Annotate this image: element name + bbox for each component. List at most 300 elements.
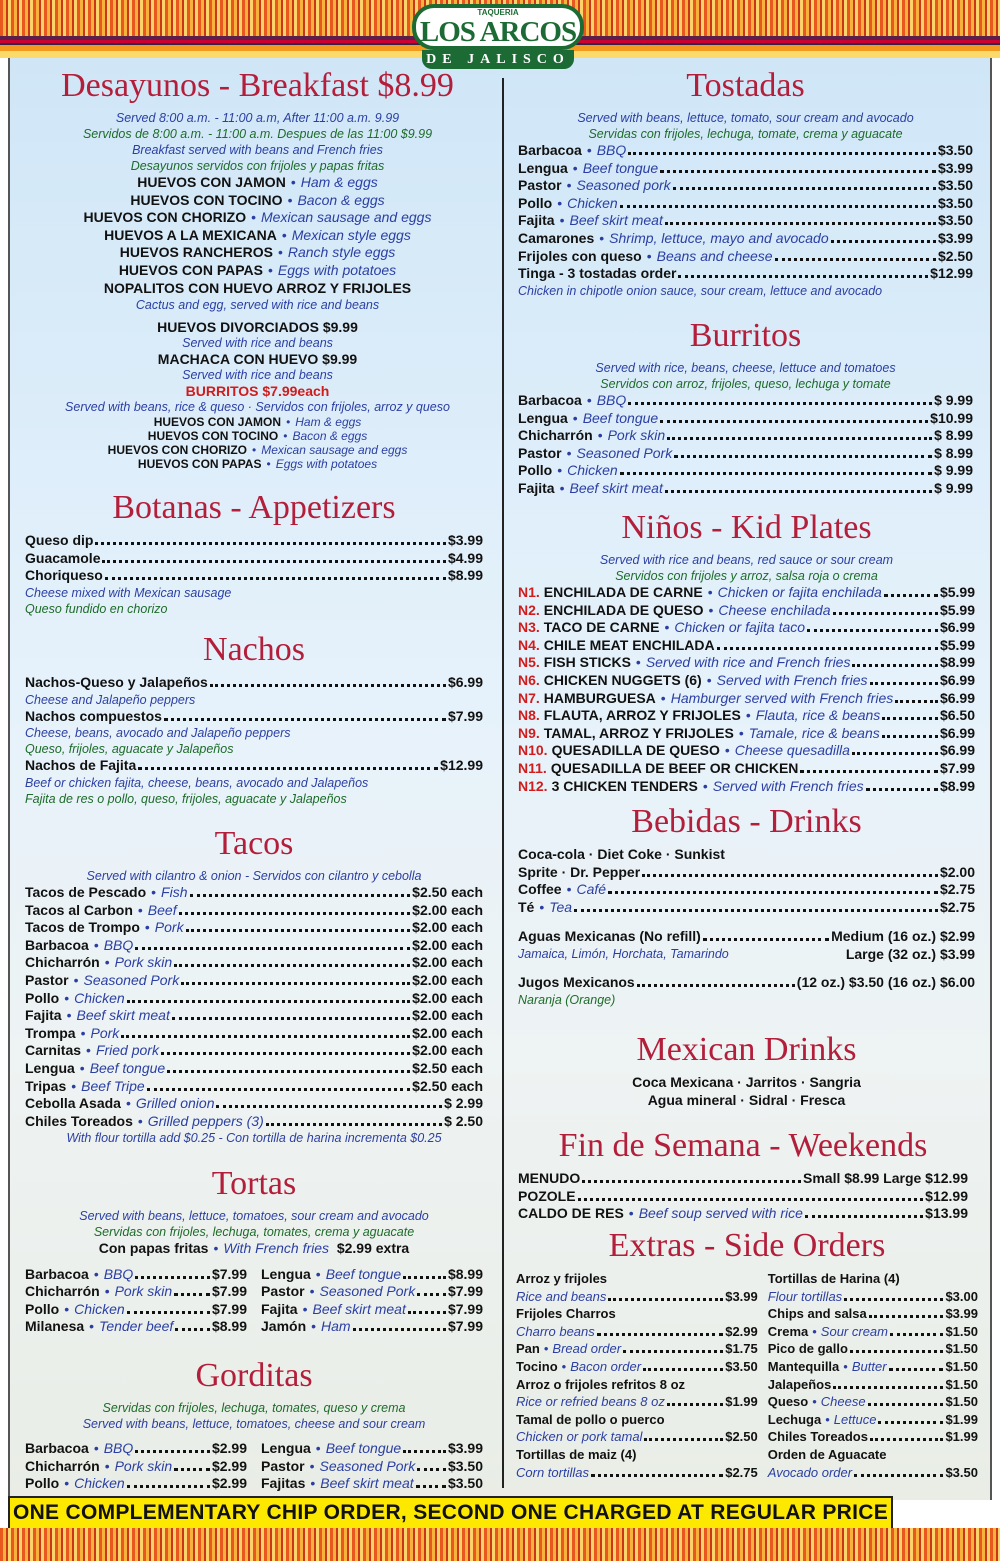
separator-dot: • [843,1358,848,1374]
item-description: Chicken or fajita enchilada [717,584,882,600]
menu-item [518,899,975,917]
menu-note: With flour tortilla add $0.25 - Con tortilla de harina incrementa $0.25 [66,1131,442,1146]
menu-item [25,1440,247,1458]
separator-dot: • [724,742,730,759]
separator-dot: • [89,1318,95,1335]
item-description: Beef [147,901,177,918]
item-description: BBQ [596,142,627,158]
menu-item [25,280,490,298]
separator-dot: • [315,1440,321,1456]
menu-item [25,457,490,471]
item-price: $2.50 each [412,1059,483,1076]
item-name: Fajita [261,1300,298,1317]
item-description: Seasoned Pork [319,1283,416,1300]
dotted-leader [174,1293,210,1296]
item-description: Beef tongue [325,1265,402,1282]
item-name: Lengua [261,1265,311,1282]
item-name: Barbacoa [518,142,582,158]
item-price: $3.50 [937,212,973,229]
section-title: Nachos [203,631,305,668]
menu-item [518,410,973,428]
item-name: Chiles Toreados [767,1429,868,1445]
item-description: Tender beef [99,1318,174,1335]
item-name: HUEVOS CON CHORIZO [83,209,247,226]
menu-item [25,1318,247,1336]
item-description: Chicken or pork tamal [516,1429,643,1445]
section-burritos [518,318,973,498]
menu-item [261,1475,483,1493]
section-title: Botanas - Appetizers [112,489,396,526]
dotted-leader [703,938,829,941]
dotted-leader [807,629,938,632]
item-column [25,1266,247,1336]
item-description: Café [576,881,607,898]
item-name: Frijoles Charros [516,1306,616,1322]
menu-item [518,760,975,778]
item-name: ENCHILADA DE QUESO [543,601,704,618]
menu-item [518,1188,968,1206]
menu-item [518,230,973,248]
menu-item [768,1340,978,1358]
menu-note: MACHACA CON HUEVO $9.99 [157,351,358,368]
item-description: Cheese [820,1394,866,1410]
chip-order-banner: ONE COMPLEMENTARY CHIP ORDER, SECOND ONE CHARGED AT REGULAR PRICE [8,1496,893,1530]
separator-dot: • [252,443,257,458]
section-title: Tostadas [686,67,805,104]
item-price: $1.99 [725,1394,758,1410]
item-description: Flour tortillas [767,1288,843,1304]
item-column [261,1266,483,1336]
item-price: $8.99 [939,654,975,671]
item-price: $ 9.99 [934,392,973,408]
item-description: Grilled peppers (3) [147,1112,264,1129]
item-price: $2.00 each [412,919,483,936]
section-title: Gorditas [195,1357,313,1394]
menu-item [25,209,490,227]
item-price: $3.99 [937,159,973,176]
section-tortas [25,1166,483,1336]
menu-item [518,725,975,743]
item-price: $12.99 [930,265,973,282]
item-name: NOPALITOS CON HUEVO ARROZ Y FRIJOLES [103,279,412,296]
dotted-leader [127,1311,210,1314]
dotted-leader [597,1333,723,1336]
item-description: Bacon & eggs [292,429,368,444]
menu-item [516,1393,758,1411]
menu-item [768,1376,978,1394]
separator-dot: • [664,619,670,636]
separator-dot: • [566,177,572,194]
separator-dot: • [283,429,288,444]
dotted-leader [408,1311,446,1314]
item-name: Guacamole [25,549,101,566]
separator-dot: • [708,601,714,618]
dotted-leader [403,1450,446,1453]
item-code: N4. [518,636,540,653]
separator-dot: • [635,654,641,671]
item-description: Chicken [74,1300,125,1317]
flame-border-bottom [0,1528,1000,1561]
item-name: FLAUTA, ARROZ Y FRIJOLES [543,707,741,724]
item-description: Avocado order [767,1464,853,1480]
menu-item [518,212,973,230]
menu-item [518,864,975,882]
item-name: Coca Mexicana · Jarritos · Sangria [632,1074,861,1090]
separator-dot: • [825,1411,830,1427]
dotted-leader [147,1088,410,1091]
menu-item [518,480,973,498]
dotted-leader [889,1368,944,1371]
item-description: Chicken [74,1475,125,1492]
menu-item [518,602,975,620]
item-name: 3 CHICKEN TENDERS [551,777,698,794]
dotted-leader [105,577,446,580]
spacer [329,1240,337,1258]
separator-dot: • [309,1283,315,1300]
item-description: BBQ [103,1265,134,1282]
menu-item [768,1305,978,1323]
separator-dot: • [561,1358,567,1374]
item-name: HUEVOS RANCHEROS [119,244,273,261]
item-description: Bread order [552,1341,622,1357]
item-name: Tacos al Carbon [25,901,133,918]
separator-dot: • [559,212,565,229]
menu-item [25,192,490,210]
item-name: Pan [516,1341,540,1357]
menu-item [518,195,973,213]
menu-item [768,1464,978,1482]
dotted-leader [102,560,445,563]
item-name: Jugos Mexicanos [518,973,635,990]
item-price: $2.00 each [412,989,483,1006]
item-description: Beef tongue [582,409,659,426]
logo-taqueria: TAQUERIA [477,8,519,17]
menu-item [518,160,973,178]
item-code: N9. [518,724,540,741]
item-price: $1.75 [725,1341,758,1357]
item-description: Bacon order [570,1358,642,1374]
menu-item [516,1358,758,1376]
item-description: Beef skirt meat [569,479,663,496]
dotted-leader [95,542,446,545]
item-grid [25,1440,483,1493]
separator-dot: • [597,427,603,444]
item-name: Barbacoa [518,392,582,408]
menu-note: Served with beans, rice & queso · Servidos con frijoles, arroz y queso [65,400,450,415]
separator-dot: • [557,194,563,211]
item-name: HAMBURGUESA [543,689,656,706]
dotted-leader [179,912,411,915]
dotted-leader [135,947,410,950]
item-name: Tocino [516,1358,558,1374]
item-name: Lengua [261,1440,311,1456]
dotted-leader [660,420,928,423]
item-price: $6.99 [939,671,975,688]
item-description: Charro beans [516,1323,595,1339]
separator-dot: • [812,1323,817,1339]
dotted-leader [161,1052,410,1055]
item-description: Ranch style eggs [287,244,396,261]
item-name: MENUDO [518,1170,581,1186]
menu-note: Breakfast served with beans and French fries [132,143,383,157]
item-description: Tea [549,898,573,915]
menu-item [261,1318,483,1336]
dotted-leader [608,1298,723,1301]
dotted-leader [665,222,936,225]
dotted-leader [417,1293,446,1296]
dotted-leader [674,455,932,458]
menu-item [768,1446,978,1464]
item-name: Crema [767,1323,809,1339]
dotted-leader [673,187,936,190]
separator-dot: • [738,724,744,741]
item-price: $7.99 [211,1283,247,1300]
dotted-leader [870,1438,944,1441]
item-name: HUEVOS CON PAPAS [118,261,263,278]
item-name: Jamón [261,1318,307,1335]
separator-dot: • [286,415,291,430]
item-description: Butter [851,1358,887,1374]
menu-item [25,1078,483,1096]
section-mexican-drinks [518,1032,975,1109]
menu-item [25,1301,247,1319]
item-description: Ham & eggs [295,415,362,430]
menu-item [518,462,973,480]
section-weekends [518,1128,968,1223]
item-description: With French fries [223,1240,330,1256]
menu-note: Servidos de 8:00 a.m. - 11:00 a.m. Despues de las 11:00 $9.99 [82,127,433,141]
item-name: Pastor [518,177,562,194]
item-description: Flauta, rice & beans [755,707,881,724]
menu-item [25,1266,247,1284]
item-price: $8.99 [447,567,483,584]
menu-item [516,1288,758,1306]
dotted-leader [578,1198,924,1201]
logo-subtitle: DE JALISCO [422,50,574,69]
note-price: Large (32 oz.) $3.99 [845,945,975,962]
separator-dot: • [812,1394,817,1410]
menu-item [25,1240,483,1258]
item-description: Served with rice and French fries [645,654,851,671]
item-price: $2.00 each [412,1007,483,1024]
item-description: Pork skin [114,1457,173,1474]
menu-item [768,1270,978,1288]
dotted-leader [882,735,938,738]
menu-item [518,1205,968,1223]
dotted-leader [833,612,938,615]
menu-item [25,990,483,1008]
item-description: Rice and beans [516,1288,607,1304]
menu-item [518,619,975,637]
item-name: POZOLE [518,1187,576,1204]
item-name: Té [518,898,535,915]
item-price: $ 2.99 [444,1095,483,1112]
item-description: Pork [154,919,184,936]
item-name: Tripas [25,1077,67,1094]
item-description: Hamburger served with French fries [670,689,894,706]
menu-item [25,550,483,568]
menu-item [516,1340,758,1358]
menu-note: Chicken in chipotle onion sauce, sour cream, lettuce and avocado [518,283,883,298]
dotted-leader [138,767,438,770]
dotted-leader [852,752,938,755]
item-description: Eggs with potatoes [277,261,397,278]
menu-item [25,1458,247,1476]
menu-item [25,757,483,775]
menu-item [25,937,483,955]
menu-item [518,1170,968,1188]
item-description: Ham [321,1318,351,1335]
dotted-leader [216,1105,442,1108]
item-code: N5. [518,654,540,671]
item-price: $12.99 [925,1187,968,1204]
item-name: Chicharrón [25,954,100,971]
item-price: $3.50 [447,1475,483,1492]
item-price: $3.50 [937,142,973,158]
item-name: HUEVOS CON TOCINO [130,191,283,208]
dotted-leader [833,1386,943,1389]
item-name: TAMAL, ARROZ Y FRIJOLES [543,724,734,741]
dotted-leader [775,258,936,261]
dotted-leader [417,1468,446,1471]
dotted-leader [642,874,938,877]
item-price: $1.50 [945,1394,978,1410]
dotted-leader [353,1328,446,1331]
item-description: Shrimp, lettuce, mayo and avocado [609,229,829,246]
item-description: BBQ [103,936,134,953]
menu-item [261,1440,483,1458]
item-price: $1.99 [945,1429,978,1445]
menu-item [518,846,975,864]
dotted-leader [591,1474,723,1477]
menu-item [518,427,973,445]
menu-item [518,142,973,160]
menu-item [25,532,483,550]
item-price: $8.99 [939,777,975,794]
item-description: Chicken or fajita taco [674,619,806,636]
item-price: $1.50 [945,1323,978,1339]
section-title: Niños - Kid Plates [621,509,872,546]
item-name: Camarones [518,229,595,246]
item-name: Carnitas [25,1042,82,1059]
menu-note: Cheese, beans, avocado and Jalapeño peppers [25,726,291,741]
separator-dot: • [73,971,79,988]
menu-item [25,1095,483,1113]
separator-dot: • [79,1059,85,1076]
separator-dot: • [311,1318,317,1335]
menu-item [518,248,973,266]
item-code: N1. [518,584,540,600]
item-price: $2.00 each [412,1024,483,1041]
item-price: $8.99 [211,1318,247,1335]
item-name: Agua mineral · Sidral · Fresca [647,1091,846,1108]
separator-dot: • [745,707,751,724]
section-appetizers [25,490,483,617]
dotted-leader [172,1017,410,1020]
item-description: Tamale, rice & beans [748,724,880,741]
dotted-leader [866,788,938,791]
separator-dot: • [86,1042,91,1059]
dotted-leader [181,982,410,985]
separator-dot: • [93,1265,99,1282]
item-name: Con papas fritas [98,1240,209,1256]
item-price: $3.50 [447,1457,483,1474]
section-nachos [25,632,483,807]
menu-item [516,1376,758,1394]
dotted-leader [850,1350,944,1353]
item-name: Chips and salsa [767,1306,867,1322]
menu-item [25,1113,483,1131]
item-description: Beef tongue [582,159,659,176]
item-description: Sour cream [820,1323,888,1339]
item-description: Pork skin [607,427,666,444]
item-price: $2.75 [939,881,975,898]
item-column [516,1270,758,1481]
menu-note: Cactus and egg, served with rice and beans [135,298,380,313]
dotted-leader [127,1485,210,1488]
item-description: Beef skirt meat [312,1300,406,1317]
item-name: Pollo [25,1300,60,1317]
menu-item [516,1446,758,1464]
separator-dot: • [566,444,572,461]
section-title: Burritos [689,317,802,354]
menu-note: Served with cilantro & onion - Servidos con cilantro y cebolla [86,869,422,883]
item-price: $ 9.99 [934,479,973,496]
separator-dot: • [93,1440,99,1456]
separator-dot: • [213,1240,219,1256]
item-name: FISH STICKS [543,654,631,671]
menu-item [518,1092,975,1110]
separator-dot: • [104,1283,110,1300]
item-code: N6. [518,671,540,688]
separator-dot: • [64,1300,70,1317]
dotted-leader [190,894,411,897]
item-price: $3.00 [945,1288,978,1304]
item-description: Ham & eggs [300,174,378,190]
menu-note: Desayunos servidos con frijoles y papas fritas [130,159,385,173]
item-price: $5.99 [939,601,975,618]
menu-item [516,1411,758,1429]
menu-item [25,443,490,457]
menu-item [518,654,975,672]
menu-note: Servidas con frijoles, lechuga, tomates, crema y aguacate [93,1225,415,1239]
menu-item [768,1323,978,1341]
item-name: ENCHILADA DE CARNE [543,584,703,600]
item-price: $6.99 [939,742,975,759]
menu-note: BURRITOS $7.99each [185,383,330,400]
item-price: $2.00 each [412,936,483,953]
section-drinks [518,804,975,1008]
item-name: Fajita [25,1007,62,1024]
item-name: CHICKEN NUGGETS (6) [543,671,702,688]
menu-item [518,690,975,708]
menu-item [516,1428,758,1446]
menu-note: Servidas con frijoles, lechuga, tomates, queso y crema [102,1401,406,1415]
separator-dot: • [706,671,712,688]
logo-name: LOS ARCOS [419,16,577,48]
menu-item [25,244,490,262]
item-price: $2.99 [211,1457,247,1474]
item-name: HUEVOS CON PAPAS [137,457,262,472]
separator-dot: • [599,229,605,246]
item-code: N12. [518,777,548,794]
menu-item [516,1305,758,1323]
item-name: QUESADILLA DE QUESO [551,742,720,759]
item-description: Pork skin [114,954,173,971]
item-description: Chicken [74,989,125,1006]
item-name: Nachos de Fajita [25,757,137,774]
item-price: $4.99 [447,549,483,566]
